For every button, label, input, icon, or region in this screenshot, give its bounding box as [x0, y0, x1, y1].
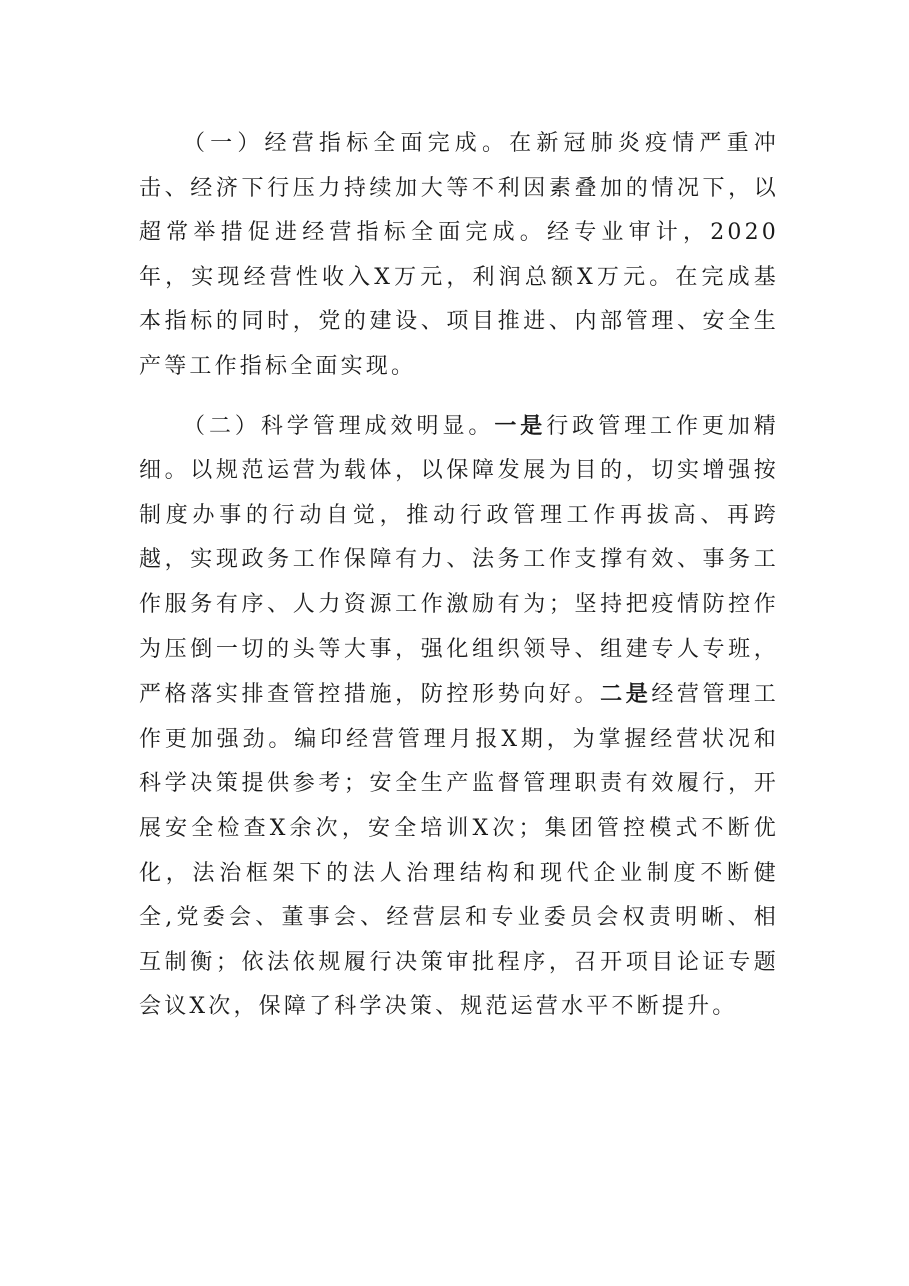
document-body [139, 122, 779, 1030]
paragraph-2-text-b: 经营管理工作更加强劲。编印经营管理月报X期，为掌握经营状况和科学决策提供参考；安全生产监督管理职责有效履行，开展安全检查X余次，安全培训X次；集团管控模式不断优化，法治框架下的法人治理结构和现代企业制度不断健全,党委会、董事会、经营层和专业委员会权责明晰、相互制衡；依法依规履行决策审批程序，召开项目论证专题会议X次，保障了科学决策、规范运营水平不断提升。 [139, 682, 779, 1020]
paragraph-2-text-a: 行政管理工作更加精细。以规范运营为载体，以保障发展为目的，切实增强按制度办事的行动自觉，推动行政管理工作再拔高、再跨越，实现政务工作保障有力、法务工作支撑有效、事务工作服务有序、人力资源工作激励有为；坚持把疫情防控作为压倒一切的头等大事，强化组织领导、组建专人专班，严格落实排查管控措施，防控形势向好。 [139, 413, 779, 708]
emphasis-first: 一是 [494, 412, 547, 439]
paragraph-1 [139, 122, 779, 390]
paragraph-1-text: （一）经营指标全面完成。在新冠肺炎疫情严重冲击、经济下行压力持续加大等不利因素叠加的情况下，以超常举措促进经营指标全面完成。经专业审计，2020年，实现经营性收入X万元，利润总额X万元。在完成基本指标的同时，党的建设、项目推进、内部管理、安全生产等工作指标全面实现。 [139, 131, 779, 379]
emphasis-second: 二是 [600, 681, 652, 708]
paragraph-2-heading: （二）科学管理成效明显。 [183, 413, 495, 439]
paragraph-2 [139, 404, 779, 1030]
